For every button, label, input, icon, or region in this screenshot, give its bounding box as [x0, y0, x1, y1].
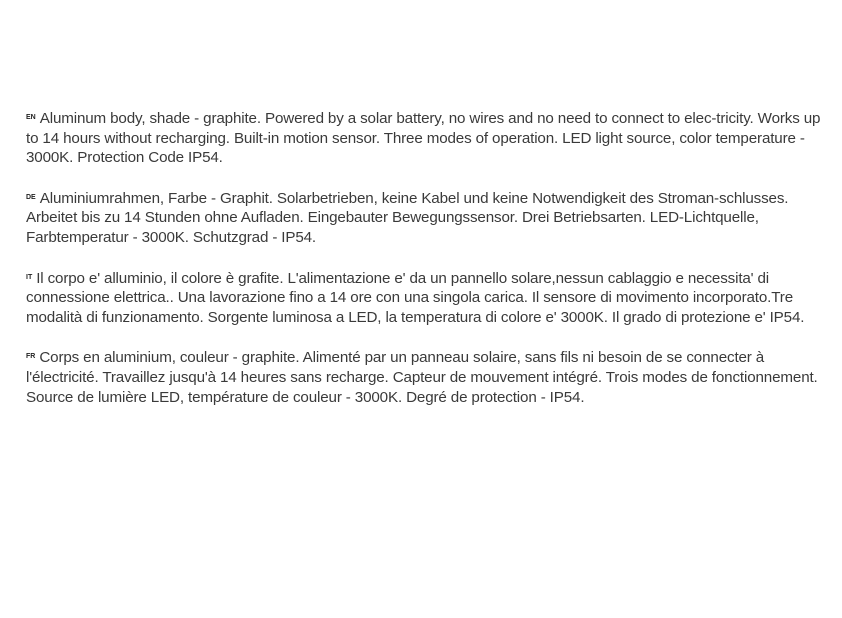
- description-text-it: Il corpo e' alluminio, il colore è grafite. L'alimentazione e' da un pannello solare,nessun cablaggio e necessita' di connessione elettrica.. Una lavorazione fino a 14 ore con una singola carica. Il sensore di movimento incorporato.Tre modalità di funzionamento. Sorgente luminosa a LED, la temperatura di colore e' 3000K. Il grado di protezione e' IP54.: [26, 269, 805, 326]
- language-code-it: IT: [26, 273, 33, 281]
- language-code-en: EN: [26, 114, 36, 121]
- description-de: [26, 188, 834, 248]
- language-code-de: DE: [26, 193, 36, 201]
- description-it: [26, 268, 834, 328]
- product-description: [26, 108, 834, 427]
- description-text-de: Aluminiumrahmen, Farbe - Graphit. Solarbetrieben, keine Kabel und keine Notwendigkeit des Stroman-schlusses. Arbeitet bis zu 14 Stunden ohne Aufladen. Eingebauter Bewegungssensor. Drei Betriebsarten. LED-Lichtquelle, Farbtemperatur - 3000K. Schutzgrad - IP54.: [26, 189, 789, 246]
- description-en: [26, 108, 834, 168]
- description-text-fr: Corps en aluminium, couleur - graphite. Alimenté par un panneau solaire, sans fils ni besoin de se connecter à l'électricité. Travaillez jusqu'à 14 heures sans recharge. Capteur de mouvement intégré. Trois modes de fonctionnement. Source de lumière LED, température de couleur - 3000K. Degré de protection - IP54.: [26, 349, 818, 406]
- language-code-fr: FR: [26, 353, 36, 361]
- description-text-en: Aluminum body, shade - graphite. Powered by a solar battery, no wires and no need to connect to elec-tricity. Works up to 14 hours without recharging. Built-in motion sensor. Three modes of operation. LED light source, color temperature - 3000K. Protection Code IP54.: [26, 110, 821, 167]
- description-fr: [26, 347, 834, 407]
